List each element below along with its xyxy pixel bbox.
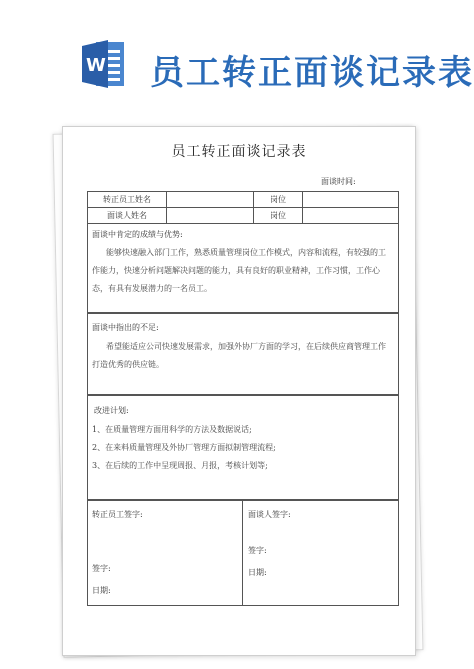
document-title: 员工转正面谈记录表 (171, 144, 307, 160)
table-row (88, 192, 399, 208)
plan-section (87, 395, 399, 500)
plan-heading: 改进计划: (94, 406, 129, 415)
employee-name-value[interactable] (167, 192, 254, 208)
plan-item: 1、在质量管理方面用科学的方法及数据说话; (92, 425, 252, 434)
word-icon (82, 38, 126, 90)
interviewer-date-field[interactable]: 日期: (248, 568, 267, 577)
interviewer-signature-label: 面谈人签字: (248, 510, 291, 519)
strengths-text: 能够快速融入部门工作，熟悉质量管理岗位工作模式，内容和流程，有较强的工作能力，快速分析问题解决问题的能力，具有良好的职业精神，工作习惯，工作心态，有具有发展潜力的一名员工。 (92, 248, 386, 293)
employee-date-field[interactable]: 日期: (92, 586, 111, 595)
interviewer-sign-field[interactable]: 签字: (248, 546, 267, 555)
weaknesses-heading: 面谈中指出的不足: (92, 323, 159, 332)
plan-item: 2、在来料质量管理及外协厂管理方面拟制管理流程; (92, 443, 276, 452)
employee-position-value[interactable] (303, 192, 399, 208)
signature-divider (242, 501, 243, 605)
employee-name-label: 转正员工姓名 (88, 192, 167, 208)
table-row (88, 208, 399, 224)
interviewer-name-value[interactable] (167, 208, 254, 224)
strengths-section (87, 223, 399, 313)
employee-position-label: 岗位 (254, 192, 303, 208)
weaknesses-text: 希望能适应公司快速发展需求，加强外协厂方面的学习，在后续供应商管理工作打造优秀的供应链。 (92, 342, 386, 369)
interviewer-position-label: 岗位 (254, 208, 303, 224)
document-page (62, 126, 416, 656)
strengths-heading: 面谈中肯定的成绩与优势: (92, 230, 183, 239)
employee-sign-field[interactable]: 签字: (92, 564, 111, 573)
weaknesses-section (87, 313, 399, 395)
info-table (87, 191, 399, 224)
banner-title: 员工转正面谈记录表 (150, 53, 474, 93)
plan-item: 3、在后续的工作中呈现周报、月报，考核计划等; (92, 461, 268, 470)
signature-section (87, 500, 399, 606)
interviewer-name-label: 面谈人姓名 (88, 208, 167, 224)
employee-signature-label: 转正员工签字: (92, 510, 143, 519)
svg-text:W: W (86, 55, 106, 76)
header-banner (0, 0, 474, 118)
interview-time-label: 面谈时间: (321, 177, 356, 186)
interviewer-position-value[interactable] (303, 208, 399, 224)
